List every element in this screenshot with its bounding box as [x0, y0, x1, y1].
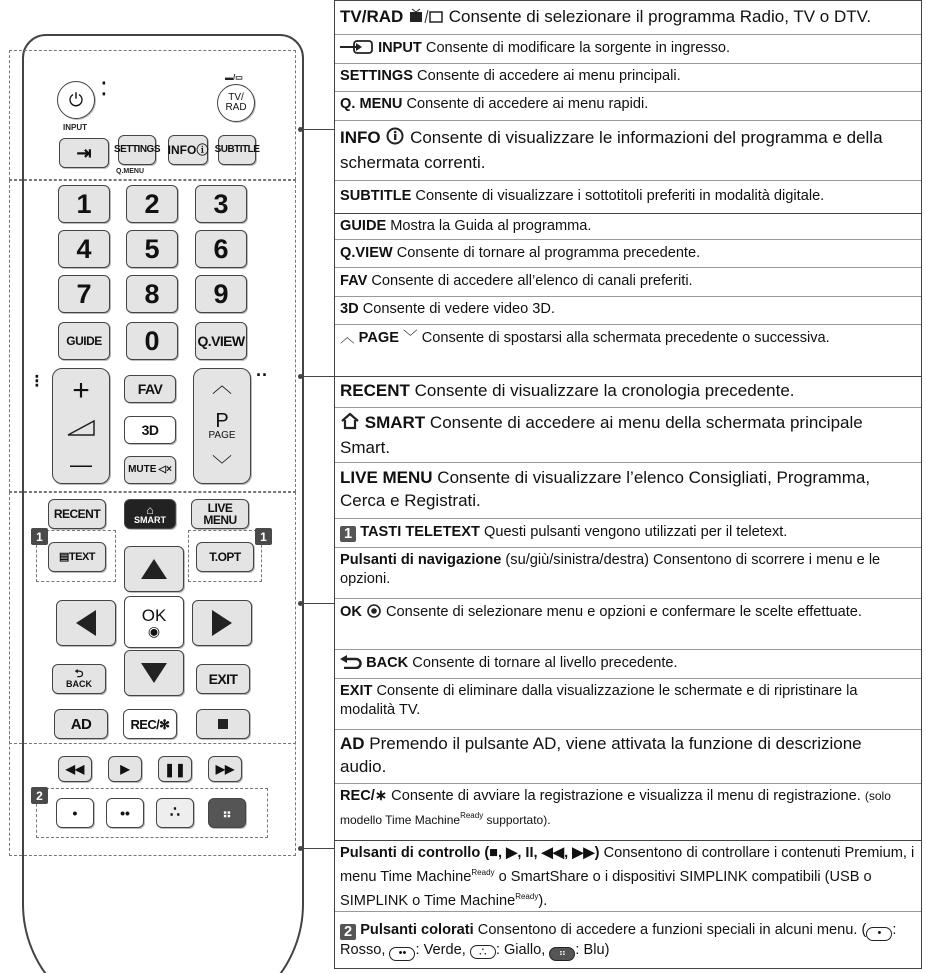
qview-button[interactable]: Q.VIEW: [195, 322, 247, 360]
input-small-label: INPUT: [63, 123, 87, 132]
topt-button[interactable]: T.OPT: [196, 542, 254, 572]
leader-line-2: [300, 376, 334, 377]
number-key-1[interactable]: 1: [58, 185, 110, 223]
number-key-4[interactable]: 4: [58, 230, 110, 268]
ok-icon: [366, 604, 382, 624]
row-back: BACK Consente di tornare al livello precedente.: [340, 654, 917, 675]
leader-line-4: [300, 848, 334, 849]
fast-forward-icon: ▶▶: [215, 762, 235, 776]
fav-button[interactable]: FAV: [124, 375, 176, 403]
row-qview: Q.VIEW Consente di tornare al programma precedente.: [340, 245, 701, 261]
row-smart: SMART Consente di accedere ai menu della schermata principale Smart.: [340, 413, 863, 457]
rec-button[interactable]: REC/✻: [123, 709, 177, 739]
red-button[interactable]: •: [56, 798, 94, 828]
description-panel: [334, 0, 922, 969]
page-p-label: P: [215, 409, 229, 432]
badge-1: 1: [340, 526, 356, 542]
row-subtitle: SUBTITLE Consente di visualizzare i sottotitoli preferiti in modalità digitale.: [340, 188, 825, 204]
row-navigation: Pulsanti di navigazione (su/giù/sinistra/destra) Consentono di scorrere i menu e le opzioni.: [340, 552, 881, 587]
row-recent: RECENT Consente di visualizzare la cronologia precedente.: [340, 381, 795, 400]
nav-left-button[interactable]: [56, 600, 116, 646]
row-colored: 2 Pulsanti colorati Consentono di accedere a funzioni speciali in alcuni menu. ( • : Rosso, •• : Verde, ∴ : Giallo, ⠶ : Blu): [340, 922, 897, 959]
home-icon: [340, 412, 360, 436]
input-icon: [340, 40, 374, 60]
row-rec: REC/∗ Consente di avviare la registrazione e visualizza il menu di registrazione. (solo modello Time Machine$^{Ready}$ supportato).: [340, 788, 891, 827]
group-number-buttons: [334, 214, 922, 377]
blue-button[interactable]: ⠶: [208, 798, 246, 828]
row-control: Pulsanti di controllo (■, ▶, II, ◀◀, ▶▶) Consentono di controllare i contenuti Premium, i menu Time Machine$^{Ready}$ o SmartShare o i dispositivi SIMPLINK compatibili (USB o SIMPLINK o Time Machine$^{Ready}$).: [340, 845, 915, 909]
tvrad-icon: ▬/▭: [225, 73, 243, 82]
text-button[interactable]: ▤ TEXT: [48, 542, 106, 572]
settings-button[interactable]: SETTINGS: [118, 135, 156, 165]
yellow-dots-icon: ∴: [470, 945, 496, 959]
row-page: ︿ PAGE ﹀ Consente di spostarsi alla schermata precedente o successiva.: [340, 330, 830, 346]
info-icon: ⓘ: [196, 143, 209, 157]
exit-button[interactable]: EXIT: [196, 664, 250, 694]
ok-icon: ◉: [147, 622, 161, 639]
blue-dots-icon: ⠶: [549, 947, 575, 961]
volume-up-icon: +: [72, 373, 90, 407]
3d-button[interactable]: 3D: [124, 416, 176, 444]
row-teletext: 1 TASTI TELETEXT Questi pulsanti vengono utilizzati per il teletext.: [340, 523, 917, 542]
pause-button[interactable]: [158, 756, 192, 782]
back-icon: [340, 655, 362, 675]
page-dots: ··: [256, 365, 268, 385]
smart-button[interactable]: ⌂ SMART: [124, 499, 176, 529]
page-rocker[interactable]: [193, 368, 251, 484]
home-icon: ⌂: [146, 502, 154, 517]
row-3d: 3D Consente di vedere video 3D.: [340, 301, 555, 317]
ad-button[interactable]: AD: [54, 709, 108, 739]
rewind-button[interactable]: [58, 756, 92, 782]
stop-icon: [218, 719, 228, 729]
group-top-buttons: [334, 0, 922, 214]
recent-button[interactable]: RECENT: [48, 499, 106, 529]
number-key-7[interactable]: 7: [58, 275, 110, 313]
tv-radio-icon: [408, 7, 444, 30]
nav-right-button[interactable]: [192, 600, 252, 646]
pause-icon: ❚❚: [164, 761, 186, 777]
ok-button[interactable]: OK ◉: [124, 596, 184, 648]
guide-button[interactable]: GUIDE: [58, 322, 110, 360]
back-icon: ⮌: [74, 668, 84, 680]
text-icon: ▤: [58, 550, 69, 563]
power-button[interactable]: ⏻: [57, 81, 95, 119]
chevron-down-icon: ﹀: [403, 330, 418, 346]
row-info: INFO Consente di visualizzare le informazioni del programma e della schermata correnti.: [340, 128, 883, 172]
volume-down-icon: —: [70, 452, 92, 478]
group-control-buttons: [334, 841, 922, 969]
yellow-button[interactable]: ∴: [156, 798, 194, 828]
input-icon: ⇥: [76, 143, 92, 163]
row-qmenu: Q. MENU Consente di accedere ai menu rapidi.: [340, 96, 649, 112]
volume-icon: [66, 419, 96, 441]
row-guide: GUIDE Mostra la Guida al programma.: [340, 218, 592, 234]
nav-up-button[interactable]: [124, 546, 184, 592]
tvrad-button[interactable]: TV/ RAD: [217, 84, 255, 122]
subtitle-button[interactable]: SUBTITLE: [218, 135, 256, 165]
leader-line-1: [300, 129, 334, 130]
badge-1-right: 1: [255, 528, 272, 545]
leader-line-3: [300, 603, 334, 604]
number-key-9[interactable]: 9: [195, 275, 247, 313]
number-key-2[interactable]: 2: [126, 185, 178, 223]
row-settings: SETTINGS Consente di accedere ai menu principali.: [340, 68, 681, 84]
info-button[interactable]: INFO ⓘ: [168, 135, 208, 165]
info-icon: [385, 127, 405, 151]
badge-2: 2: [31, 787, 48, 804]
red-dot-icon: •: [866, 927, 892, 941]
row-fav: FAV Consente di accedere all’elenco di canali preferiti.: [340, 273, 693, 289]
page-label: PAGE: [208, 429, 236, 441]
number-key-8[interactable]: 8: [126, 275, 178, 313]
input-button[interactable]: [59, 138, 109, 168]
number-key-0[interactable]: 0: [126, 322, 178, 360]
row-exit: EXIT Consente di eliminare dalla visualizzazione le schermate e di ripristinare la modalità TV.: [340, 683, 858, 718]
group-navigation-buttons: [334, 377, 922, 841]
badge-1-left: 1: [31, 528, 48, 545]
power-dots: ⁚: [101, 79, 107, 99]
row-ad: AD Premendo il pulsante AD, viene attivata la funzione di descrizione audio.: [340, 734, 862, 776]
row-ok: OK Consente di selezionare menu e opzioni e confermare le scelte effettuate.: [340, 603, 917, 624]
green-button[interactable]: ••: [106, 798, 144, 828]
badge-2: 2: [340, 924, 356, 940]
stop-button[interactable]: [196, 709, 250, 739]
row-live-menu: LIVE MENU Consente di visualizzare l’elenco Consigliati, Programma, Cerca e Registrati.: [340, 468, 871, 510]
chevron-up-icon: ︿: [340, 330, 355, 346]
play-icon: ▶: [120, 762, 130, 776]
mute-icon: ◁×: [158, 464, 172, 475]
fast-forward-button[interactable]: [208, 756, 242, 782]
back-button[interactable]: ⮌ BACK: [52, 664, 106, 694]
page-down-icon: ﹀: [212, 454, 232, 477]
volume-rocker[interactable]: [52, 368, 110, 484]
number-key-3[interactable]: 3: [195, 185, 247, 223]
live-menu-button[interactable]: LIVE MENU: [191, 499, 249, 529]
rewind-icon: ◀◀: [65, 762, 85, 776]
number-key-6[interactable]: 6: [195, 230, 247, 268]
mute-button[interactable]: MUTE ◁×: [124, 456, 176, 484]
green-dots-icon: ••: [389, 947, 415, 961]
volume-dots: ⁝: [34, 371, 40, 391]
row-tvrad: TV/RAD Consente di selezionare il programma Radio, TV o DTV.: [340, 5, 917, 30]
row-input: INPUT Consente di modificare la sorgente in ingresso.: [340, 39, 917, 60]
play-button[interactable]: [108, 756, 142, 782]
remote-control-illustration: [0, 0, 326, 973]
page-up-icon: ︿: [212, 375, 232, 398]
qmenu-small-label: Q.MENU: [116, 168, 144, 175]
number-key-5[interactable]: 5: [126, 230, 178, 268]
nav-down-button[interactable]: [124, 650, 184, 696]
